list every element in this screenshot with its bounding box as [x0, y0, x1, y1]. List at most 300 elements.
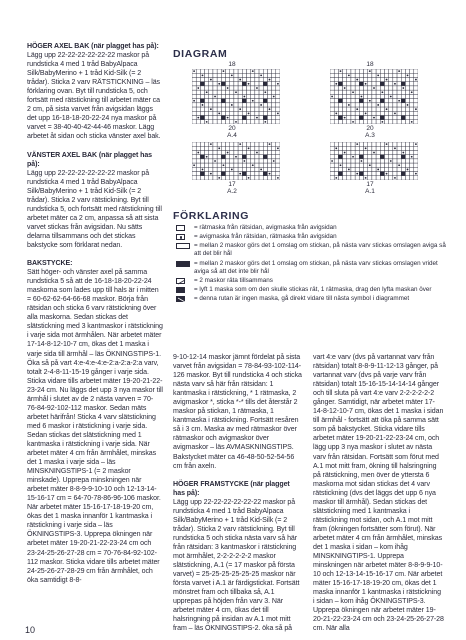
chart-cell [368, 172, 372, 176]
chart-cell [338, 172, 342, 176]
chart-cell [242, 120, 246, 124]
chart-cell [238, 73, 242, 77]
chart-purl-dot [248, 83, 250, 85]
chart-purl-dot [394, 83, 396, 85]
chart-cell [359, 86, 363, 90]
chart-cell [196, 142, 200, 146]
chart-purl-dot [248, 177, 250, 179]
chart-purl-dot [260, 104, 262, 106]
chart-cell [343, 111, 347, 115]
chart-cell [410, 69, 414, 73]
chart-cell [393, 99, 397, 103]
chart-cell [380, 163, 384, 167]
empty-square-icon [176, 225, 185, 231]
chart-purl-dot [398, 70, 400, 72]
chart-cell [351, 167, 355, 171]
chart-cell [384, 150, 388, 154]
chart-cell [205, 73, 209, 77]
chart-cell [263, 69, 267, 73]
chart-cell [414, 155, 418, 159]
chart-cell [405, 82, 409, 86]
chart-cell [221, 111, 225, 115]
chart-cell [330, 73, 334, 77]
chart-cell [334, 94, 338, 98]
chart-cell [246, 167, 250, 171]
chart-cell [384, 69, 388, 73]
chart-cell [242, 172, 246, 176]
chart-purl-dot [210, 79, 212, 81]
chart-cell [272, 82, 276, 86]
chart-cell [389, 116, 393, 120]
chart-cell [251, 150, 255, 154]
chart-cell [259, 69, 263, 73]
chart-cell [200, 77, 204, 81]
chart-cell [226, 69, 230, 73]
chart-cell [246, 150, 250, 154]
chart-cell [376, 155, 380, 159]
chart-cell [380, 77, 384, 81]
chart-cell [263, 155, 267, 159]
chart-purl-dot [348, 74, 350, 76]
chart-cell [347, 77, 351, 81]
chart-purl-dot [206, 91, 208, 93]
chart-cell [234, 111, 238, 115]
chart-cell [205, 159, 209, 163]
chart-cell [242, 82, 246, 86]
chart-cell [334, 69, 338, 73]
chart-cell [380, 73, 384, 77]
chart-cell [205, 150, 209, 154]
chart-purl-dot [248, 113, 250, 115]
chart-cell [410, 86, 414, 90]
chart-cell [246, 163, 250, 167]
chart-cell [251, 146, 255, 150]
chart-cell [397, 111, 401, 115]
chart-cell [217, 150, 221, 154]
chart-cell [343, 172, 347, 176]
chart-cell [209, 82, 213, 86]
chart-cell [238, 69, 242, 73]
chart-cell [393, 94, 397, 98]
chart-cell [355, 150, 359, 154]
chart-cell [380, 94, 384, 98]
chart-cell [355, 99, 359, 103]
chart-cell [384, 146, 388, 150]
chart-cell [238, 103, 242, 107]
chart-cell [209, 116, 213, 120]
chart-cell [376, 159, 380, 163]
chart-cell [200, 107, 204, 111]
chart-cell [205, 146, 209, 150]
chart-cell [343, 77, 347, 81]
page-number: 10 [25, 625, 36, 635]
chart-cell [401, 69, 405, 73]
chart-cell [213, 120, 217, 124]
chart-cell [226, 172, 230, 176]
chart-purl-dot [394, 147, 396, 149]
chart-cell [372, 107, 376, 111]
chart-cell [389, 172, 393, 176]
chart-cell [376, 116, 380, 120]
chart-cell [267, 69, 271, 73]
paragraph-right-shoulder-back: Lägg upp 22-22-22-22-22-22 maskor på rundsticka 4 med 1 tråd BabyAlpaca Silk/BabyMerino + 1 tråd Kid-Silk (= 2 trådar). Sticka 2 varv RÄTSTICKNING – läs förklaring ovan. Byt till rundsticka 5, och fortsätt med rätstickning till arbetet mäter ca 2 cm, på sista varvet från avigsidan läggs det upp 16-18-18-20-22-24 nya maskor på varvet = 38-40-40-42-44-46 maskor. Lägg arbetet åt sidan och sticka vänster axel bak. [27, 52, 161, 141]
chart-cell [376, 82, 380, 86]
chart-cell [234, 107, 238, 111]
chart-cell [330, 82, 334, 86]
chart-cell [217, 90, 221, 94]
chart-cell [251, 107, 255, 111]
chart-cell [251, 159, 255, 163]
chart-cell [405, 77, 409, 81]
chart-cell [205, 103, 209, 107]
chart-cell [267, 155, 271, 159]
chart-cell [368, 176, 372, 180]
chart-cell [330, 163, 334, 167]
chart-cell [255, 90, 259, 94]
chart-purl-dot [193, 100, 195, 102]
chart-cell [242, 69, 246, 73]
chart-cell [364, 90, 368, 94]
chart-a3-side-number: 20 [366, 125, 374, 132]
chart-cell [209, 150, 213, 154]
chart-cell [192, 150, 196, 154]
chart-cell [405, 94, 409, 98]
chart-purl-dot [340, 70, 342, 72]
chart-cell [226, 167, 230, 171]
chart-cell [192, 167, 196, 171]
chart-purl-dot [239, 143, 241, 145]
chart-cell [259, 77, 263, 81]
chart-cell [347, 176, 351, 180]
chart-cell [242, 107, 246, 111]
chart-cell [213, 167, 217, 171]
chart-cell [263, 99, 267, 103]
chart-purl-dot [365, 147, 367, 149]
chart-purl-dot [381, 121, 383, 123]
chart-cell [376, 99, 380, 103]
chart-cell [397, 73, 401, 77]
chart-cell [213, 99, 217, 103]
chart-purl-dot [390, 160, 392, 162]
chart-cell [272, 69, 276, 73]
chart-cell [347, 172, 351, 176]
chart-cell [234, 146, 238, 150]
chart-cell [251, 176, 255, 180]
chart-cell [355, 103, 359, 107]
dot-square-icon [176, 234, 185, 240]
chart-cell [272, 111, 276, 115]
paragraph-right-front-continued: vart 4:e varv (dvs på vartannat varv från rätsidan) totalt 8-8-9-11-12-13 gånger, på vartannat varv (dvs på varje varv från rätsidan) totalt 15-16-15-14-14-14 gånger och till sluta på vart 4:e varv 2-2-2-2-2-2 gånger. Samtidigt, när arbetet mäter 17-14-8-12-10-7 cm, ökas det 1 maska i sidan till ärmhål - fortsätt att öka på samma sätt som på bakstycket. Sticka vidare tills arbetet mäter 19-20-21-22-23-24 cm, och lägg upp 3 nya maskor i slutet av nästa varv från rätsidan. Fortsätt som förut med A.1 mot mitt fram, ökning till halsringning på rätstickning, men över de yttersta 6 maskorna mot sidan stickas det 4 varv rätstickning (dvs det läggs det upp 6 nya maskor till ärmhål). Sedan stickas det slätstickning med 1 kantmaska i rätstickning mot sidan, och A.1 mot mitt fram (ökningen fortsätter som förut). När arbetet mäter 4 cm från ärmhålet, minskas det 1 maska i sidan – kom ihåg MINSKNINGTIPS-1. Upprepa minskningen när arbetet mäter 8-8-9-9-10-10 och 12-13-14-15-16-17 cm. När arbetet mäter 15-16-17-18-19-20 cm, ökas det 1 maska innanför 1 kantmaska i rätstickning i sidan – kom ihåg ÖKNINGSTIPS-3. Upprepa ökningen när arbetet mäter 19-20-21-22-23-24 cm och 23-24-25-26-27-28 cm. När alla [313, 354, 444, 633]
chart-cell [405, 155, 409, 159]
chart-cell [259, 155, 263, 159]
chart-cell [414, 94, 418, 98]
chart-cell [410, 94, 414, 98]
chart-cell [334, 155, 338, 159]
chart-cell [414, 69, 418, 73]
chart-cell [246, 120, 250, 124]
chart-cell [267, 159, 271, 163]
chart-cell [200, 94, 204, 98]
chart-purl-dot [407, 169, 409, 171]
chart-cell [334, 103, 338, 107]
chart-cell [384, 82, 388, 86]
chart-purl-dot [386, 173, 388, 175]
chart-cell [234, 82, 238, 86]
chart-cell [397, 82, 401, 86]
chart-purl-dot [348, 104, 350, 106]
chart-cell [213, 176, 217, 180]
chart-cell [343, 69, 347, 73]
chart-cell [263, 86, 267, 90]
chart-cell [200, 99, 204, 103]
chart-cell [246, 69, 250, 73]
chart-cell [397, 150, 401, 154]
chart-cell [251, 142, 255, 146]
diagram-heading: DIAGRAM [173, 48, 228, 60]
chart-cell [217, 163, 221, 167]
chart-cell [242, 116, 246, 120]
chart-cell [405, 163, 409, 167]
chart-a4-label: A.4 [227, 132, 237, 139]
chart-cell [209, 111, 213, 115]
chart-cell [226, 94, 230, 98]
chart-cell [380, 172, 384, 176]
chart-cell [355, 111, 359, 115]
chart-cell [238, 86, 242, 90]
chart-cell [376, 120, 380, 124]
chart-cell [259, 159, 263, 163]
chart-cell [272, 172, 276, 176]
chart-cell [351, 77, 355, 81]
chart-cell [368, 103, 372, 107]
chart-cell [200, 86, 204, 90]
chart-cell [380, 86, 384, 90]
chart-cell [389, 146, 393, 150]
chart-cell [384, 90, 388, 94]
chart-purl-dot [273, 160, 275, 162]
chart-cell [234, 103, 238, 107]
chart-purl-dot [365, 177, 367, 179]
chart-cell [230, 77, 234, 81]
chart-cell [276, 99, 280, 103]
chart-cell [230, 159, 234, 163]
chart-cell [217, 155, 221, 159]
chart-cell [414, 99, 418, 103]
chart-cell [355, 86, 359, 90]
chart-cell [330, 103, 334, 107]
chart-purl-dot [218, 113, 220, 115]
chart-cell [251, 73, 255, 77]
chart-cell [209, 176, 213, 180]
chart-cell [338, 146, 342, 150]
chart-purl-dot [340, 164, 342, 166]
chart-cell [351, 86, 355, 90]
chart-cell [330, 176, 334, 180]
chart-cell [255, 107, 259, 111]
chart-cell [364, 142, 368, 146]
chart-cell [238, 155, 242, 159]
chart-purl-dot [356, 173, 358, 175]
chart-cell [267, 94, 271, 98]
chart-cell [351, 69, 355, 73]
chart-cell [209, 163, 213, 167]
chart-cell [200, 82, 204, 86]
chart-purl-dot [231, 104, 233, 106]
chart-cell [226, 73, 230, 77]
chart-cell [230, 120, 234, 124]
chart-cell [368, 86, 372, 90]
chart-cell [196, 172, 200, 176]
chart-purl-dot [344, 117, 346, 119]
chart-cell [209, 69, 213, 73]
chart-purl-dot [269, 143, 271, 145]
chart-cell [226, 176, 230, 180]
chart-cell [246, 73, 250, 77]
chart-cell [263, 107, 267, 111]
chart-cell [376, 77, 380, 81]
chart-cell [414, 167, 418, 171]
chart-purl-dot [223, 70, 225, 72]
chart-cell [376, 90, 380, 94]
chart-cell [230, 94, 234, 98]
chart-cell [330, 172, 334, 176]
chart-cell [242, 103, 246, 107]
chart-cell [330, 150, 334, 154]
chart-cell [372, 167, 376, 171]
chart-cell [414, 159, 418, 163]
chart-cell [213, 146, 217, 150]
chart-cell [334, 167, 338, 171]
chart-cell [200, 120, 204, 124]
chart-cell [338, 90, 342, 94]
chart-cell [364, 159, 368, 163]
chart-cell [209, 86, 213, 90]
chart-cell [221, 103, 225, 107]
chart-purl-dot [352, 91, 354, 93]
chart-purl-dot [252, 100, 254, 102]
chart-cell [267, 150, 271, 154]
chart-cell [276, 73, 280, 77]
chart-cell [376, 86, 380, 90]
chart-cell [238, 111, 242, 115]
chart-cell [255, 167, 259, 171]
chart-cell [217, 120, 221, 124]
chart-cell [384, 163, 388, 167]
chart-cell [401, 167, 405, 171]
chart-cell [259, 107, 263, 111]
left-text-column [27, 42, 163, 585]
chart-cell [393, 172, 397, 176]
chart-cell [376, 163, 380, 167]
chart-cell [205, 142, 209, 146]
chart-cell [272, 73, 276, 77]
chart-cell [364, 163, 368, 167]
chart-cell [213, 90, 217, 94]
chart-cell [414, 73, 418, 77]
paragraph-back-piece: Sätt höger- och vänster axel på samma rundsticka 5 så att de 16-18-18-20-22-24 maskorna som lades upp till hals är i mitten = 60-62-62-64-66-68 maskor. Börja från rätsidan och sticka 6 varv rätstickning över alla maskorna. Sedan stickas det slätstickning med 3 kantmaskor i rätstickning i varje sida mot ärmhålen. När arbetet mäter 17-14-8-12-10-7 cm, ökas det 1 maska i varje sida till ärmhål – läs ÖKNINGSTIPS-1. Öka så på vart 4:e-4:e-4:e-2:a-2:a-2:a varv, totalt 2-4-8-11-15-19 gånger i varje sida. Sticka vidare tills arbetet mäter 19-20-21-22-23-24 cm. Nu läggs det upp 3 nya maskor till ärmhål i slutet av de 2 nästa varven = 70-76-84-92-102-112 maskor. Sedan mäts arbetet härifrån! Sticka 4 varv slätstickning med 6 maskor i rätstickning i varje sida. Sedan stickas det slätstickning med 1 kantmaska i rätstickning i varje sida. När arbetet mäter 4 cm från ärmhålet, minskas det 1 maska i varje sida – läs MINSKNINGSTIPS-1 (= 2 maskor minskade). Upprepa minskningen när arbetet mäter 8-8-9-9-10-10 och 12-13-14-15-16-17 cm = 64-70-78-86-96-106 maskor. När arbetet mäter 15-16-17-18-19-20 cm, ökas det 1 maska innanför 1 kantmaska i rätstickning i varje sida – läs ÖKNINGSTIPS-3. Upprepa ökningen när arbetet mäter 19-20-21-22-23-24 cm och 23-24-25-26-27-28 cm = 70-76-84-92-102-112 maskor. Sticka vidare tills arbetet mäter 24-25-26-27-28-29 cm från ärmhålet, och öka samtidigt 8-8- [27, 269, 163, 584]
chart-cell [380, 146, 384, 150]
chart-cell [410, 146, 414, 150]
chart-cell [251, 90, 255, 94]
chart-cell [226, 163, 230, 167]
chart-cell [267, 146, 271, 150]
chart-cell [267, 90, 271, 94]
chart-cell [276, 120, 280, 124]
chart-purl-dot [335, 147, 337, 149]
chart-cell [255, 159, 259, 163]
chart-cell [334, 120, 338, 124]
chart-purl-dot [331, 160, 333, 162]
chart-cell [401, 111, 405, 115]
chart-cell [251, 94, 255, 98]
chart-cell [259, 111, 263, 115]
chart-purl-dot [415, 79, 417, 81]
chart-cell [410, 73, 414, 77]
chart-cell [221, 73, 225, 77]
chart-cell [389, 73, 393, 77]
chart-cell [393, 163, 397, 167]
chart-cell [368, 82, 372, 86]
chart-cell [255, 73, 259, 77]
chart-cell [192, 146, 196, 150]
chart-cell [359, 107, 363, 111]
chart-cell [226, 82, 230, 86]
chart-cell [209, 146, 213, 150]
chart-a4 [192, 61, 280, 139]
chart-cell [246, 116, 250, 120]
chart-cell [405, 176, 409, 180]
chart-cell [276, 116, 280, 120]
chart-cell [267, 73, 271, 77]
chart-cell [376, 146, 380, 150]
chart-cell [200, 111, 204, 115]
chart-cell [364, 77, 368, 81]
chart-cell [221, 155, 225, 159]
chart-cell [192, 172, 196, 176]
chart-cell [276, 159, 280, 163]
chart-cell [410, 142, 414, 146]
chart-cell [347, 146, 351, 150]
chart-purl-dot [361, 96, 363, 98]
chart-cell [351, 176, 355, 180]
chart-purl-dot [331, 96, 333, 98]
chart-cell [238, 150, 242, 154]
chart-cell [372, 69, 376, 73]
chart-cell [389, 120, 393, 124]
chart-cell [359, 146, 363, 150]
chart-cell [213, 82, 217, 86]
chart-cell [217, 107, 221, 111]
chart-cell [209, 73, 213, 77]
chart-cell [217, 142, 221, 146]
chart-cell [272, 167, 276, 171]
chart-cell [255, 77, 259, 81]
chart-purl-dot [381, 91, 383, 93]
chart-cell [234, 142, 238, 146]
chart-purl-dot [377, 104, 379, 106]
chart-cell [209, 99, 213, 103]
chart-cell [330, 167, 334, 171]
chart-cell [246, 90, 250, 94]
chart-purl-dot [373, 87, 375, 89]
right-text-column [313, 353, 444, 633]
chart-cell [217, 159, 221, 163]
chart-cell [209, 103, 213, 107]
chart-cell [230, 155, 234, 159]
chart-purl-dot [248, 147, 250, 149]
chart-cell [343, 159, 347, 163]
chart-cell [343, 120, 347, 124]
